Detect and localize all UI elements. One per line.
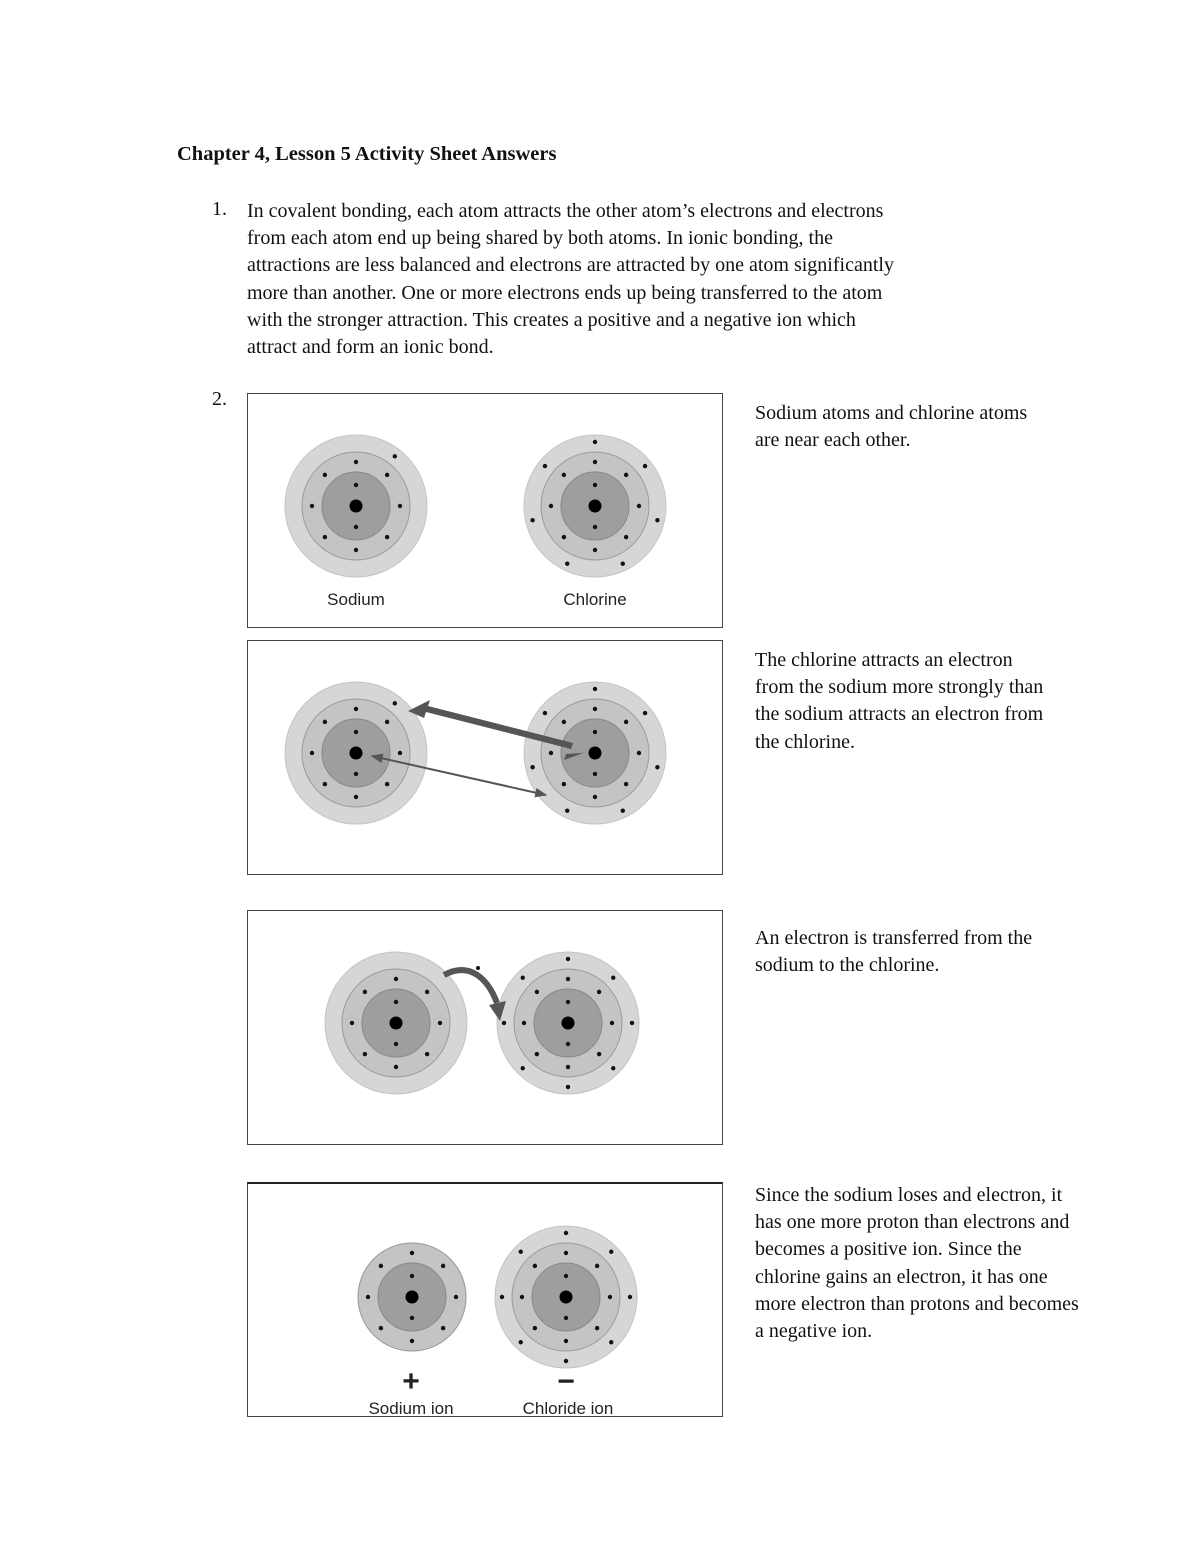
electron bbox=[624, 473, 628, 477]
nucleus bbox=[589, 500, 602, 513]
nucleus bbox=[589, 747, 602, 760]
electron bbox=[363, 990, 367, 994]
nucleus bbox=[560, 1291, 573, 1304]
electron bbox=[385, 720, 389, 724]
electron bbox=[393, 701, 397, 705]
caption-line: Since the sodium loses and electron, it bbox=[755, 1184, 1063, 1206]
chloride-ion-label: Chloride ion bbox=[522, 1399, 614, 1418]
electron bbox=[410, 1274, 414, 1278]
electron bbox=[611, 976, 615, 980]
electron bbox=[655, 765, 659, 769]
electron bbox=[543, 464, 547, 468]
electron bbox=[595, 1264, 599, 1268]
electron bbox=[521, 1066, 525, 1070]
caption-panel-4 bbox=[755, 1182, 1155, 1345]
electron bbox=[562, 473, 566, 477]
electron bbox=[438, 1021, 442, 1025]
electron bbox=[593, 483, 597, 487]
electron bbox=[597, 1052, 601, 1056]
electron bbox=[621, 561, 625, 565]
electron bbox=[530, 518, 534, 522]
electron bbox=[354, 730, 358, 734]
electron bbox=[637, 751, 641, 755]
electron bbox=[609, 1250, 613, 1254]
electron bbox=[593, 772, 597, 776]
answer-line: from each atom end up being shared by both atoms. In ionic bonding, the bbox=[247, 227, 833, 250]
chlorine-atom bbox=[524, 682, 666, 824]
transferred-electron bbox=[476, 966, 480, 970]
ions-diagram bbox=[248, 1184, 724, 1419]
electron bbox=[394, 1065, 398, 1069]
electron bbox=[608, 1295, 612, 1299]
caption-panel-1 bbox=[755, 400, 1155, 454]
electron bbox=[354, 548, 358, 552]
sodium-label: Sodium bbox=[327, 590, 385, 609]
answer-line: In covalent bonding, each atom attracts the other atom’s electrons and electrons bbox=[247, 200, 884, 222]
caption-panel-3 bbox=[755, 925, 1155, 979]
chloride-ion bbox=[495, 1226, 637, 1368]
electron bbox=[379, 1326, 383, 1330]
electron bbox=[595, 1326, 599, 1330]
positive-sign: + bbox=[402, 1365, 420, 1398]
electron bbox=[398, 504, 402, 508]
sodium-ion bbox=[358, 1243, 466, 1351]
electron bbox=[562, 535, 566, 539]
caption-line: a negative ion. bbox=[755, 1320, 873, 1343]
attraction-diagram bbox=[248, 641, 724, 876]
electron bbox=[593, 730, 597, 734]
electron bbox=[410, 1251, 414, 1255]
electron bbox=[565, 561, 569, 565]
caption-line: from the sodium more strongly than bbox=[755, 676, 1044, 699]
answer-line: more than another. One or more electrons ends up being transferred to the atom bbox=[247, 281, 883, 304]
electron bbox=[549, 751, 553, 755]
caption-line: An electron is transferred from the bbox=[755, 927, 1033, 949]
nucleus bbox=[350, 500, 363, 513]
electron bbox=[621, 808, 625, 812]
electron bbox=[354, 483, 358, 487]
electron bbox=[533, 1326, 537, 1330]
electron bbox=[354, 460, 358, 464]
electron bbox=[454, 1295, 458, 1299]
electron bbox=[543, 711, 547, 715]
electron bbox=[564, 1231, 568, 1235]
electron bbox=[323, 473, 327, 477]
electron bbox=[611, 1066, 615, 1070]
caption-line: sodium to the chlorine. bbox=[755, 954, 940, 977]
nucleus bbox=[350, 747, 363, 760]
electron bbox=[323, 782, 327, 786]
diagram-panel-attraction bbox=[247, 640, 723, 875]
electron bbox=[565, 808, 569, 812]
electron bbox=[566, 977, 570, 981]
nucleus bbox=[562, 1017, 575, 1030]
electron bbox=[519, 1340, 523, 1344]
caption-line: Sodium atoms and chlorine atoms bbox=[755, 402, 1028, 424]
electron bbox=[566, 1042, 570, 1046]
electron bbox=[564, 1274, 568, 1278]
electron bbox=[350, 1021, 354, 1025]
electron bbox=[425, 1052, 429, 1056]
sodium-atom bbox=[285, 435, 427, 577]
electron bbox=[323, 720, 327, 724]
caption-line: becomes a positive ion. Since the bbox=[755, 1238, 1022, 1261]
electron bbox=[637, 504, 641, 508]
electron bbox=[564, 1316, 568, 1320]
electron bbox=[521, 976, 525, 980]
electron bbox=[593, 548, 597, 552]
electron bbox=[593, 525, 597, 529]
electron bbox=[564, 1339, 568, 1343]
caption-panel-2 bbox=[755, 647, 1155, 756]
electron bbox=[593, 707, 597, 711]
electron bbox=[522, 1021, 526, 1025]
electron bbox=[628, 1295, 632, 1299]
electron bbox=[566, 1085, 570, 1089]
electron bbox=[363, 1052, 367, 1056]
electron bbox=[354, 707, 358, 711]
atoms-diagram bbox=[248, 394, 724, 629]
page-title: Chapter 4, Lesson 5 Activity Sheet Answers bbox=[177, 143, 557, 165]
electron bbox=[323, 535, 327, 539]
electron bbox=[410, 1316, 414, 1320]
question-1-number: 1. bbox=[212, 198, 227, 220]
diagram-panel-atoms bbox=[247, 393, 723, 628]
electron bbox=[630, 1021, 634, 1025]
electron bbox=[441, 1264, 445, 1268]
electron bbox=[394, 1042, 398, 1046]
negative-sign: − bbox=[557, 1365, 575, 1398]
caption-line: more electron than protons and becomes bbox=[755, 1292, 1079, 1315]
diagram-panel-transfer bbox=[247, 910, 723, 1145]
electron bbox=[624, 782, 628, 786]
caption-line: the chlorine. bbox=[755, 730, 855, 753]
electron bbox=[593, 795, 597, 799]
electron bbox=[610, 1021, 614, 1025]
electron bbox=[520, 1295, 524, 1299]
diagram-panel-ions bbox=[247, 1182, 723, 1417]
sodium-atom bbox=[285, 682, 427, 824]
electron bbox=[624, 535, 628, 539]
electron bbox=[533, 1264, 537, 1268]
chlorine-atom bbox=[497, 952, 639, 1094]
electron bbox=[643, 711, 647, 715]
electron bbox=[385, 473, 389, 477]
question-1-answer bbox=[247, 198, 1047, 361]
electron bbox=[655, 518, 659, 522]
electron bbox=[502, 1021, 506, 1025]
caption-line: chlorine gains an electron, it has one bbox=[755, 1265, 1048, 1288]
electron bbox=[393, 454, 397, 458]
electron bbox=[354, 772, 358, 776]
electron bbox=[566, 1065, 570, 1069]
chlorine-atom bbox=[524, 435, 666, 577]
electron bbox=[354, 525, 358, 529]
electron bbox=[566, 1000, 570, 1004]
electron bbox=[609, 1340, 613, 1344]
caption-line: has one more proton than electrons and bbox=[755, 1211, 1070, 1234]
electron bbox=[624, 720, 628, 724]
question-2-number: 2. bbox=[212, 388, 227, 410]
electron bbox=[535, 1052, 539, 1056]
electron bbox=[425, 990, 429, 994]
electron bbox=[398, 751, 402, 755]
answer-line: with the stronger attraction. This creates a positive and a negative ion which bbox=[247, 308, 856, 331]
electron bbox=[441, 1326, 445, 1330]
electron bbox=[593, 460, 597, 464]
electron bbox=[593, 440, 597, 444]
electron bbox=[394, 977, 398, 981]
electron bbox=[394, 1000, 398, 1004]
electron bbox=[643, 464, 647, 468]
caption-line: the sodium attracts an electron from bbox=[755, 703, 1044, 726]
electron bbox=[593, 687, 597, 691]
electron bbox=[310, 751, 314, 755]
electron bbox=[562, 782, 566, 786]
electron bbox=[564, 1359, 568, 1363]
electron bbox=[410, 1339, 414, 1343]
electron bbox=[379, 1264, 383, 1268]
chlorine-label: Chlorine bbox=[563, 590, 627, 609]
caption-line: The chlorine attracts an electron bbox=[755, 649, 1013, 671]
electron bbox=[385, 535, 389, 539]
nucleus bbox=[390, 1017, 403, 1030]
electron bbox=[354, 795, 358, 799]
electron bbox=[562, 720, 566, 724]
answer-line: attract and form an ionic bond. bbox=[247, 336, 494, 359]
electron bbox=[566, 957, 570, 961]
electron bbox=[597, 990, 601, 994]
caption-line: are near each other. bbox=[755, 429, 911, 452]
sodium-ion-label: Sodium ion bbox=[368, 1399, 454, 1418]
electron bbox=[530, 765, 534, 769]
electron bbox=[366, 1295, 370, 1299]
nucleus bbox=[406, 1291, 419, 1304]
electron bbox=[564, 1251, 568, 1255]
electron bbox=[310, 504, 314, 508]
electron bbox=[549, 504, 553, 508]
electron bbox=[519, 1250, 523, 1254]
transfer-diagram bbox=[248, 911, 724, 1146]
answer-line: attractions are less balanced and electrons are attracted by one atom significantly bbox=[247, 254, 894, 277]
electron bbox=[385, 782, 389, 786]
electron bbox=[500, 1295, 504, 1299]
electron bbox=[535, 990, 539, 994]
